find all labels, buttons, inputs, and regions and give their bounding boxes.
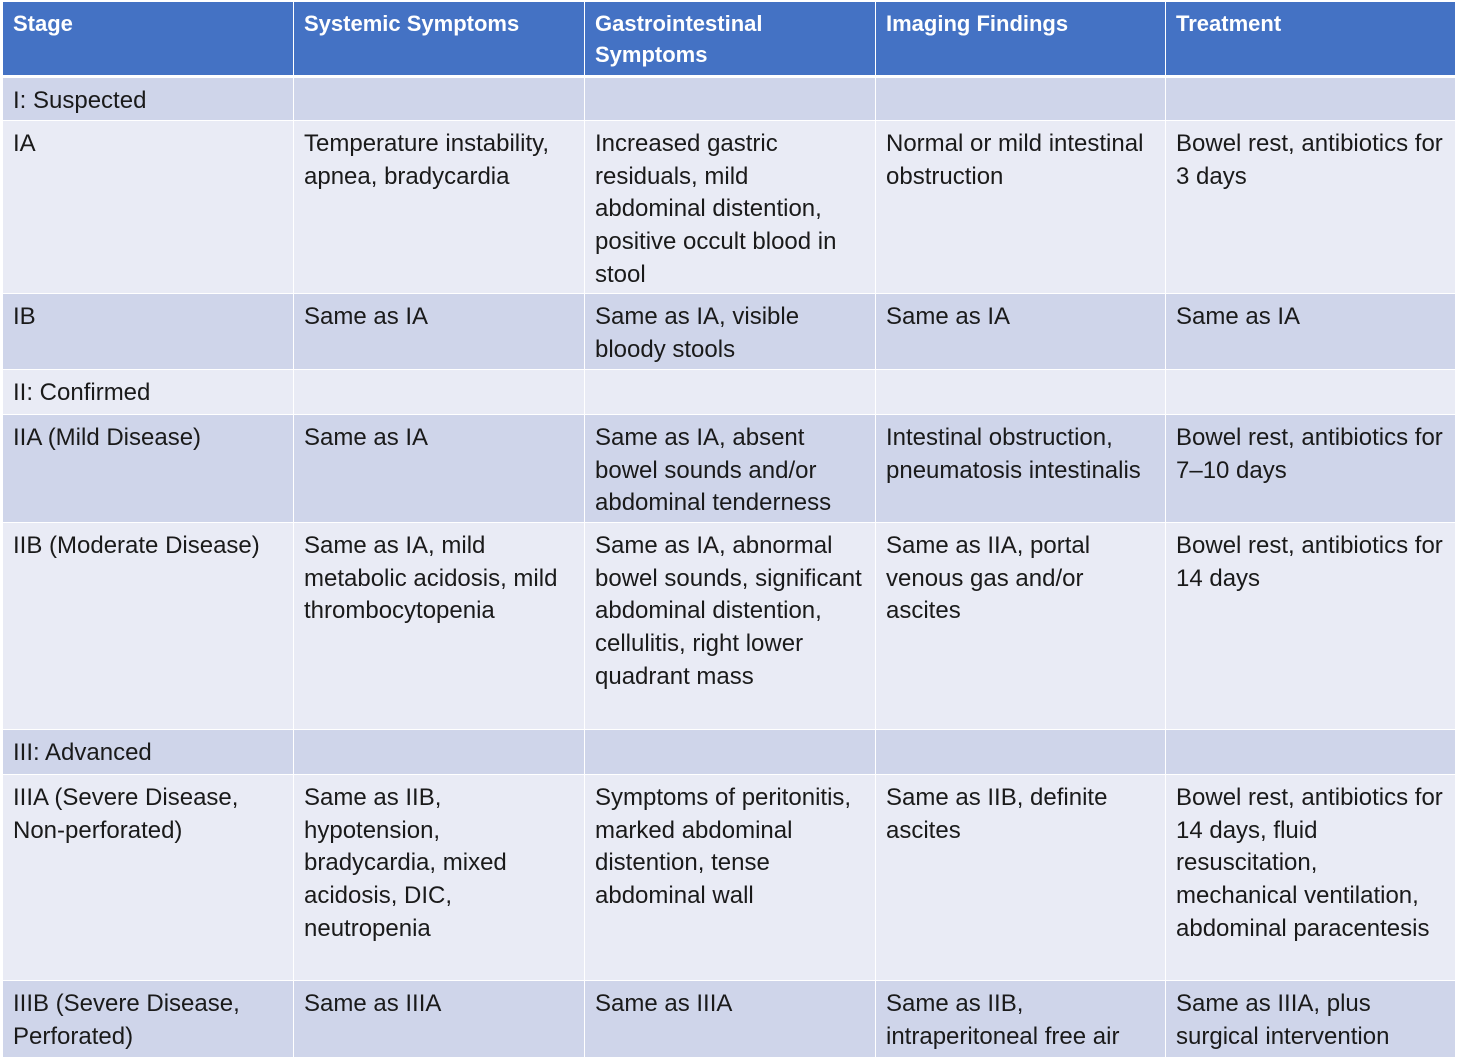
table-cell: I: Suspected — [3, 77, 294, 121]
table-cell: Same as IA, abnormal bowel sounds, significant abdominal distention, cellulitis, right lower quadrant mass — [585, 523, 876, 730]
table-row-iib — [3, 523, 1456, 730]
table-cell — [294, 77, 585, 121]
staging-table — [2, 1, 1456, 1058]
table-cell: Symptoms of peritonitis, marked abdominal distention, tense abdominal wall — [585, 775, 876, 981]
table-cell: Same as IA — [1166, 294, 1456, 370]
table-row-stage-iii — [3, 730, 1456, 775]
table-row-stage-i — [3, 77, 1456, 121]
table-cell: Same as IA, visible bloody stools — [585, 294, 876, 370]
table-cell: Same as IIIA — [585, 981, 876, 1058]
table-cell: Same as IIIA, plus surgical intervention — [1166, 981, 1456, 1058]
table-cell — [1166, 730, 1456, 775]
table-cell: Increased gastric residuals, mild abdominal distention, positive occult blood in stool — [585, 121, 876, 294]
table-cell — [876, 730, 1166, 775]
table-cell: IA — [3, 121, 294, 294]
table-row-ib — [3, 294, 1456, 370]
table-cell: Same as IA, mild metabolic acidosis, mild thrombocytopenia — [294, 523, 585, 730]
table-cell: Same as IIB, hypotension, bradycardia, mixed acidosis, DIC, neutropenia — [294, 775, 585, 981]
table-row-stage-ii — [3, 370, 1456, 415]
table-row-ia — [3, 121, 1456, 294]
table-cell — [876, 370, 1166, 415]
table-cell — [585, 77, 876, 121]
table-cell — [294, 370, 585, 415]
table-cell: Same as IA — [294, 415, 585, 523]
table-cell: Same as IA, absent bowel sounds and/or abdominal tenderness — [585, 415, 876, 523]
table-cell: Intestinal obstruction, pneumatosis intestinalis — [876, 415, 1166, 523]
table-cell: Bowel rest, antibiotics for 3 days — [1166, 121, 1456, 294]
table-cell — [585, 370, 876, 415]
table-cell: III: Advanced — [3, 730, 294, 775]
table-cell: Same as IA — [876, 294, 1166, 370]
table-cell: IB — [3, 294, 294, 370]
table-cell: Temperature instability, apnea, bradycardia — [294, 121, 585, 294]
header-stage: Stage — [3, 2, 294, 77]
table-cell — [876, 77, 1166, 121]
header-treatment: Treatment — [1166, 2, 1456, 77]
table-cell: Same as IIIA — [294, 981, 585, 1058]
table-cell: II: Confirmed — [3, 370, 294, 415]
table-row-iiia — [3, 775, 1456, 981]
table-cell: Bowel rest, antibiotics for 7–10 days — [1166, 415, 1456, 523]
table-cell — [585, 730, 876, 775]
table-cell — [1166, 77, 1456, 121]
table-cell: Bowel rest, antibiotics for 14 days, fluid resuscitation, mechanical ventilation, abdominal paracentesis — [1166, 775, 1456, 981]
table-cell: IIA (Mild Disease) — [3, 415, 294, 523]
table-cell: Same as IIA, portal venous gas and/or ascites — [876, 523, 1166, 730]
header-row — [3, 2, 1456, 77]
header-gastrointestinal-symptoms: Gastrointestinal Symptoms — [585, 2, 876, 77]
table-row-iia — [3, 415, 1456, 523]
table-cell: IIIB (Severe Disease, Perforated) — [3, 981, 294, 1058]
table-row-iiib — [3, 981, 1456, 1058]
table-cell: IIIA (Severe Disease, Non-perforated) — [3, 775, 294, 981]
table-cell: Same as IIB, intraperitoneal free air — [876, 981, 1166, 1058]
table-cell: IIB (Moderate Disease) — [3, 523, 294, 730]
table-cell: Same as IA — [294, 294, 585, 370]
table-cell: Same as IIB, definite ascites — [876, 775, 1166, 981]
header-systemic-symptoms: Systemic Symptoms — [294, 2, 585, 77]
table-cell — [1166, 370, 1456, 415]
table-cell: Bowel rest, antibiotics for 14 days — [1166, 523, 1456, 730]
table-cell — [294, 730, 585, 775]
table-cell: Normal or mild intestinal obstruction — [876, 121, 1166, 294]
header-imaging-findings: Imaging Findings — [876, 2, 1166, 77]
